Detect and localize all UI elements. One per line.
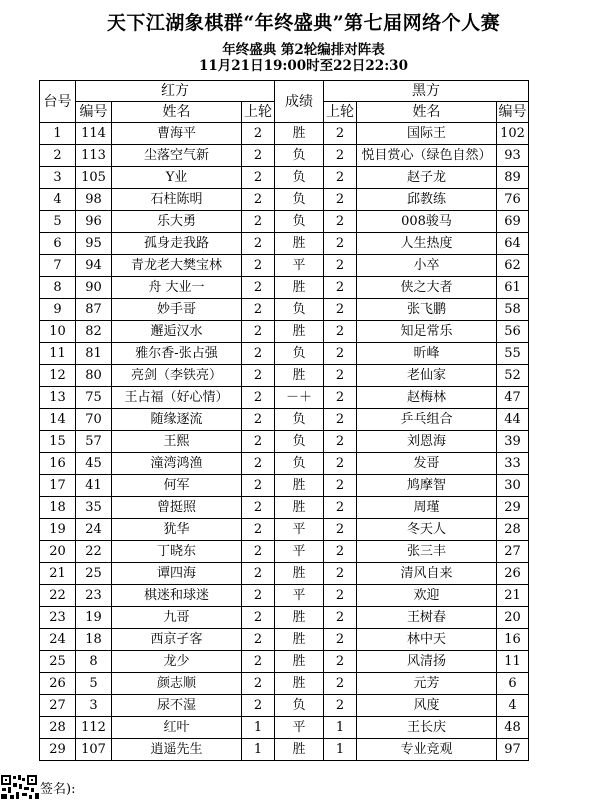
table-row: [40, 145, 529, 167]
table-no-cell: 20: [40, 541, 76, 563]
header-black-name: 姓名: [357, 102, 497, 123]
black-number-cell: 61: [497, 277, 529, 299]
result-cell: 负: [275, 167, 324, 189]
red-prev-round-cell: 2: [242, 563, 275, 585]
table-row: [40, 255, 529, 277]
red-prev-round-cell: 2: [242, 299, 275, 321]
table-no-cell: 8: [40, 277, 76, 299]
header-table-no: 台号: [40, 81, 76, 123]
black-prev-round-cell: 2: [324, 497, 357, 519]
red-prev-round-cell: 2: [242, 673, 275, 695]
red-number-cell: 70: [76, 409, 112, 431]
result-cell: 胜: [275, 123, 324, 145]
black-number-cell: 89: [497, 167, 529, 189]
black-prev-round-cell: 2: [324, 585, 357, 607]
black-name-cell: 王树春: [357, 607, 497, 629]
black-prev-round-cell: 2: [324, 299, 357, 321]
red-prev-round-cell: 1: [242, 717, 275, 739]
red-prev-round-cell: 2: [242, 629, 275, 651]
red-number-cell: 98: [76, 189, 112, 211]
red-number-cell: 96: [76, 211, 112, 233]
red-number-cell: 87: [76, 299, 112, 321]
black-name-cell: 知足常乐: [357, 321, 497, 343]
red-name-cell: 雅尔香-张占强: [112, 343, 242, 365]
red-prev-round-cell: 2: [242, 475, 275, 497]
black-name-cell: 发哥: [357, 453, 497, 475]
red-prev-round-cell: 2: [242, 651, 275, 673]
table-no-cell: 17: [40, 475, 76, 497]
red-number-cell: 90: [76, 277, 112, 299]
table-no-cell: 5: [40, 211, 76, 233]
black-prev-round-cell: 2: [324, 673, 357, 695]
table-row: [40, 387, 529, 409]
red-name-cell: 颜志顺: [112, 673, 242, 695]
result-cell: 负: [275, 343, 324, 365]
pairing-table: [39, 80, 529, 761]
black-prev-round-cell: 2: [324, 387, 357, 409]
table-row: [40, 629, 529, 651]
black-number-cell: 76: [497, 189, 529, 211]
black-prev-round-cell: 2: [324, 519, 357, 541]
result-cell: 胜: [275, 607, 324, 629]
table-row: [40, 519, 529, 541]
red-prev-round-cell: 2: [242, 123, 275, 145]
red-name-cell: 邂逅汉水: [112, 321, 242, 343]
black-prev-round-cell: 2: [324, 123, 357, 145]
red-prev-round-cell: 2: [242, 453, 275, 475]
black-name-cell: 张飞鹏: [357, 299, 497, 321]
header-red-number: 编号: [76, 102, 112, 123]
result-cell: 平: [275, 585, 324, 607]
black-name-cell: 风度: [357, 695, 497, 717]
red-name-cell: 随缘逐流: [112, 409, 242, 431]
red-number-cell: 23: [76, 585, 112, 607]
red-prev-round-cell: 2: [242, 145, 275, 167]
result-cell: 胜: [275, 651, 324, 673]
qr-code-icon: [0, 774, 40, 800]
red-number-cell: 18: [76, 629, 112, 651]
table-no-cell: 6: [40, 233, 76, 255]
black-name-cell: 昕峰: [357, 343, 497, 365]
table-no-cell: 23: [40, 607, 76, 629]
black-prev-round-cell: 2: [324, 321, 357, 343]
black-prev-round-cell: 2: [324, 409, 357, 431]
black-name-cell: 乒乓组合: [357, 409, 497, 431]
red-prev-round-cell: 2: [242, 497, 275, 519]
black-number-cell: 48: [497, 717, 529, 739]
table-no-cell: 24: [40, 629, 76, 651]
red-prev-round-cell: 2: [242, 167, 275, 189]
black-prev-round-cell: 2: [324, 607, 357, 629]
black-number-cell: 52: [497, 365, 529, 387]
black-name-cell: 清风自来: [357, 563, 497, 585]
black-number-cell: 62: [497, 255, 529, 277]
table-row: [40, 321, 529, 343]
black-name-cell: 风清扬: [357, 651, 497, 673]
table-row: [40, 233, 529, 255]
red-number-cell: 19: [76, 607, 112, 629]
red-name-cell: 尘落空气新: [112, 145, 242, 167]
black-prev-round-cell: 2: [324, 475, 357, 497]
result-cell: 平: [275, 541, 324, 563]
black-name-cell: 专业竞观: [357, 739, 497, 761]
black-prev-round-cell: 2: [324, 365, 357, 387]
red-name-cell: 曾挺照: [112, 497, 242, 519]
result-cell: 负: [275, 211, 324, 233]
table-row: [40, 167, 529, 189]
red-number-cell: 81: [76, 343, 112, 365]
red-name-cell: 潼湾鸿渔: [112, 453, 242, 475]
table-row: [40, 123, 529, 145]
black-prev-round-cell: 2: [324, 431, 357, 453]
result-cell: 胜: [275, 475, 324, 497]
black-name-cell: 林中天: [357, 629, 497, 651]
table-row: [40, 695, 529, 717]
table-row: [40, 365, 529, 387]
black-prev-round-cell: 2: [324, 145, 357, 167]
black-prev-round-cell: 1: [324, 717, 357, 739]
table-row: [40, 189, 529, 211]
black-name-cell: 周瑾: [357, 497, 497, 519]
result-cell: 负: [275, 431, 324, 453]
black-prev-round-cell: 2: [324, 211, 357, 233]
black-name-cell: 008骏马: [357, 211, 497, 233]
black-name-cell: 侠之大者: [357, 277, 497, 299]
result-cell: 负: [275, 189, 324, 211]
round-subtitle: [0, 42, 607, 74]
black-number-cell: 58: [497, 299, 529, 321]
table-row: [40, 475, 529, 497]
table-no-cell: 12: [40, 365, 76, 387]
table-no-cell: 13: [40, 387, 76, 409]
black-number-cell: 29: [497, 497, 529, 519]
red-number-cell: 114: [76, 123, 112, 145]
black-number-cell: 64: [497, 233, 529, 255]
black-number-cell: 93: [497, 145, 529, 167]
red-name-cell: 九哥: [112, 607, 242, 629]
red-prev-round-cell: 2: [242, 343, 275, 365]
red-name-cell: 曹海平: [112, 123, 242, 145]
table-row: [40, 453, 529, 475]
table-no-cell: 16: [40, 453, 76, 475]
red-name-cell: 王占福（好心情）: [112, 387, 242, 409]
table-row: [40, 717, 529, 739]
black-number-cell: 26: [497, 563, 529, 585]
black-number-cell: 55: [497, 343, 529, 365]
red-name-cell: 逍遥先生: [112, 739, 242, 761]
black-number-cell: 11: [497, 651, 529, 673]
table-no-cell: 29: [40, 739, 76, 761]
red-prev-round-cell: 2: [242, 189, 275, 211]
table-row: [40, 651, 529, 673]
red-prev-round-cell: 2: [242, 255, 275, 277]
red-name-cell: 青龙老大樊宝林: [112, 255, 242, 277]
result-cell: 负: [275, 409, 324, 431]
table-row: [40, 673, 529, 695]
red-name-cell: 西京孑客: [112, 629, 242, 651]
table-row: [40, 585, 529, 607]
black-name-cell: 刘恩海: [357, 431, 497, 453]
red-prev-round-cell: 2: [242, 409, 275, 431]
table-row: [40, 431, 529, 453]
black-prev-round-cell: 1: [324, 739, 357, 761]
black-number-cell: 4: [497, 695, 529, 717]
red-number-cell: 25: [76, 563, 112, 585]
black-number-cell: 21: [497, 585, 529, 607]
red-name-cell: 石柱陈明: [112, 189, 242, 211]
red-prev-round-cell: 2: [242, 365, 275, 387]
red-number-cell: 5: [76, 673, 112, 695]
result-cell: 平: [275, 255, 324, 277]
red-number-cell: 105: [76, 167, 112, 189]
result-cell: 胜: [275, 673, 324, 695]
black-name-cell: 冬天人: [357, 519, 497, 541]
red-name-cell: 尿不湿: [112, 695, 242, 717]
table-no-cell: 26: [40, 673, 76, 695]
black-name-cell: 悦目赏心（绿色自然）: [357, 145, 497, 167]
black-number-cell: 97: [497, 739, 529, 761]
table-no-cell: 15: [40, 431, 76, 453]
table-no-cell: 18: [40, 497, 76, 519]
black-prev-round-cell: 2: [324, 255, 357, 277]
black-name-cell: 老仙家: [357, 365, 497, 387]
black-prev-round-cell: 2: [324, 167, 357, 189]
red-name-cell: 妙手哥: [112, 299, 242, 321]
header-black-number: 编号: [497, 102, 529, 123]
table-row: [40, 739, 529, 761]
red-prev-round-cell: 2: [242, 695, 275, 717]
red-number-cell: 24: [76, 519, 112, 541]
red-name-cell: 乐大勇: [112, 211, 242, 233]
red-number-cell: 3: [76, 695, 112, 717]
red-prev-round-cell: 2: [242, 607, 275, 629]
black-number-cell: 30: [497, 475, 529, 497]
round-time: 11月21日19:00时至22日22:30: [199, 58, 408, 74]
table-row: [40, 607, 529, 629]
black-prev-round-cell: 2: [324, 233, 357, 255]
black-prev-round-cell: 2: [324, 651, 357, 673]
red-number-cell: 22: [76, 541, 112, 563]
black-name-cell: 赵梅林: [357, 387, 497, 409]
red-prev-round-cell: 2: [242, 277, 275, 299]
red-name-cell: 红叶: [112, 717, 242, 739]
black-prev-round-cell: 2: [324, 541, 357, 563]
header-result: 成绩: [275, 81, 324, 123]
black-number-cell: 16: [497, 629, 529, 651]
result-cell: 胜: [275, 739, 324, 761]
table-row: [40, 299, 529, 321]
result-cell: 负: [275, 453, 324, 475]
result-cell: 胜: [275, 497, 324, 519]
black-prev-round-cell: 2: [324, 277, 357, 299]
result-cell: 负: [275, 299, 324, 321]
black-name-cell: 小卒: [357, 255, 497, 277]
red-name-cell: 舟 大业一: [112, 277, 242, 299]
black-prev-round-cell: 2: [324, 189, 357, 211]
result-cell: 胜: [275, 629, 324, 651]
red-prev-round-cell: 2: [242, 431, 275, 453]
table-no-cell: 28: [40, 717, 76, 739]
black-number-cell: 102: [497, 123, 529, 145]
red-prev-round-cell: 2: [242, 211, 275, 233]
black-name-cell: 赵子龙: [357, 167, 497, 189]
table-no-cell: 9: [40, 299, 76, 321]
result-cell: 胜: [275, 365, 324, 387]
table-no-cell: 1: [40, 123, 76, 145]
result-cell: 负: [275, 695, 324, 717]
table-no-cell: 10: [40, 321, 76, 343]
table-no-cell: 7: [40, 255, 76, 277]
result-cell: 胜: [275, 277, 324, 299]
table-row: [40, 211, 529, 233]
red-prev-round-cell: 1: [242, 739, 275, 761]
red-number-cell: 57: [76, 431, 112, 453]
table-no-cell: 21: [40, 563, 76, 585]
black-prev-round-cell: 2: [324, 629, 357, 651]
result-cell: 平: [275, 519, 324, 541]
black-number-cell: 56: [497, 321, 529, 343]
table-row: [40, 409, 529, 431]
red-number-cell: 41: [76, 475, 112, 497]
table-no-cell: 4: [40, 189, 76, 211]
black-name-cell: 欢迎: [357, 585, 497, 607]
black-number-cell: 27: [497, 541, 529, 563]
black-prev-round-cell: 2: [324, 563, 357, 585]
red-number-cell: 80: [76, 365, 112, 387]
black-number-cell: 69: [497, 211, 529, 233]
result-cell: －＋: [275, 387, 324, 409]
black-prev-round-cell: 2: [324, 343, 357, 365]
black-prev-round-cell: 2: [324, 695, 357, 717]
red-name-cell: 孤身走我路: [112, 233, 242, 255]
black-number-cell: 20: [497, 607, 529, 629]
table-row: [40, 541, 529, 563]
black-name-cell: 鸠摩智: [357, 475, 497, 497]
black-name-cell: 王长庆: [357, 717, 497, 739]
result-cell: 平: [275, 717, 324, 739]
header-black: 黑方: [324, 81, 529, 102]
red-number-cell: 112: [76, 717, 112, 739]
red-prev-round-cell: 2: [242, 387, 275, 409]
result-cell: 胜: [275, 321, 324, 343]
red-prev-round-cell: 2: [242, 541, 275, 563]
red-name-cell: 王熙: [112, 431, 242, 453]
result-cell: 负: [275, 145, 324, 167]
red-name-cell: 棋迷和球迷: [112, 585, 242, 607]
black-number-cell: 6: [497, 673, 529, 695]
table-no-cell: 25: [40, 651, 76, 673]
signature-label: 签名):: [40, 782, 76, 797]
red-number-cell: 8: [76, 651, 112, 673]
red-number-cell: 94: [76, 255, 112, 277]
table-row: [40, 277, 529, 299]
table-no-cell: 3: [40, 167, 76, 189]
table-row: [40, 563, 529, 585]
result-cell: 胜: [275, 563, 324, 585]
red-name-cell: 何军: [112, 475, 242, 497]
page-title: 天下江湖象棋群“年终盛典”第七届网络个人赛: [106, 12, 501, 34]
red-name-cell: 亮剑（李铁亮）: [112, 365, 242, 387]
black-number-cell: 39: [497, 431, 529, 453]
table-no-cell: 14: [40, 409, 76, 431]
table-row: [40, 343, 529, 365]
red-name-cell: 犹华: [112, 519, 242, 541]
red-prev-round-cell: 2: [242, 321, 275, 343]
table-row: [40, 497, 529, 519]
table-no-cell: 27: [40, 695, 76, 717]
round-title: 年终盛典 第2轮编排对阵表: [222, 42, 385, 58]
red-prev-round-cell: 2: [242, 233, 275, 255]
red-number-cell: 107: [76, 739, 112, 761]
black-number-cell: 33: [497, 453, 529, 475]
red-prev-round-cell: 2: [242, 519, 275, 541]
result-cell: 胜: [275, 233, 324, 255]
black-prev-round-cell: 2: [324, 453, 357, 475]
black-name-cell: 人生热度: [357, 233, 497, 255]
header-red-name: 姓名: [112, 102, 242, 123]
black-number-cell: 44: [497, 409, 529, 431]
table-no-cell: 22: [40, 585, 76, 607]
table-no-cell: 2: [40, 145, 76, 167]
header-red-prev: 上轮: [242, 102, 275, 123]
red-name-cell: 丁晓东: [112, 541, 242, 563]
red-number-cell: 45: [76, 453, 112, 475]
black-name-cell: 邱教练: [357, 189, 497, 211]
black-name-cell: 元芳: [357, 673, 497, 695]
red-name-cell: Y业: [112, 167, 242, 189]
black-name-cell: 国际王: [357, 123, 497, 145]
table-no-cell: 19: [40, 519, 76, 541]
header-red: 红方: [76, 81, 275, 102]
black-number-cell: 28: [497, 519, 529, 541]
red-number-cell: 95: [76, 233, 112, 255]
red-prev-round-cell: 2: [242, 585, 275, 607]
red-number-cell: 35: [76, 497, 112, 519]
red-number-cell: 113: [76, 145, 112, 167]
table-no-cell: 11: [40, 343, 76, 365]
red-name-cell: 谭四海: [112, 563, 242, 585]
red-name-cell: 龙少: [112, 651, 242, 673]
red-number-cell: 75: [76, 387, 112, 409]
black-number-cell: 47: [497, 387, 529, 409]
black-name-cell: 张三丰: [357, 541, 497, 563]
footer: [0, 774, 607, 800]
header-black-prev: 上轮: [324, 102, 357, 123]
red-number-cell: 82: [76, 321, 112, 343]
